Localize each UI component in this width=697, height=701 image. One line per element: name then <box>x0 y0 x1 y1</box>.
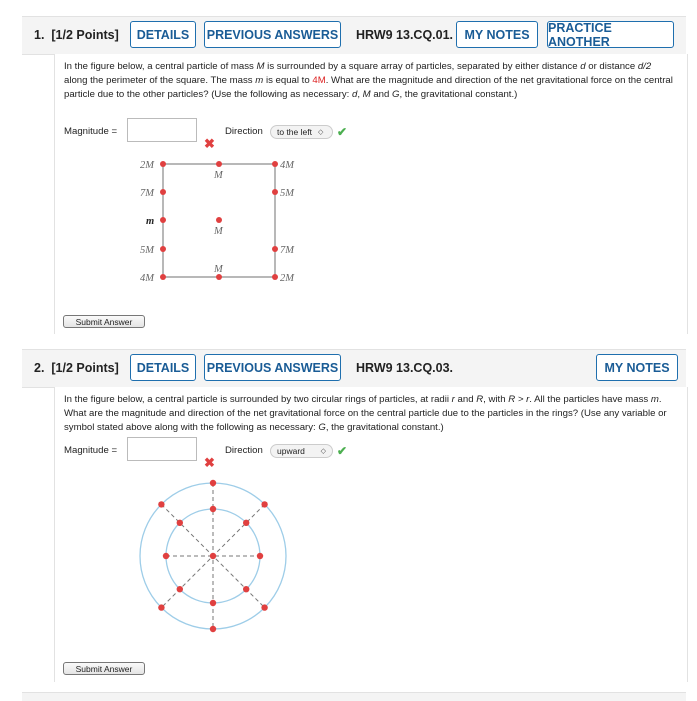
label-l3: 5M <box>140 245 154 256</box>
particle-l1 <box>160 189 166 195</box>
q1-previous-answers-button[interactable]: PREVIOUS ANSWERS <box>204 21 341 48</box>
particle-inner-left <box>163 553 169 559</box>
chevron-updown-icon: ◇ <box>320 448 326 455</box>
q1-direction-select[interactable]: to the left ◇ <box>270 125 333 139</box>
label-br: 2M <box>280 273 294 284</box>
particle-inner-bl <box>177 586 183 592</box>
particle-inner-bottom <box>210 600 216 606</box>
q2-details-button[interactable]: DETAILS <box>130 354 196 381</box>
label-tm: M <box>214 170 223 181</box>
q1-reference: HRW9 13.CQ.01. <box>356 28 454 42</box>
label-center: M <box>214 226 223 237</box>
incorrect-x-icon: ✖ <box>204 455 215 470</box>
q1-magnitude-input[interactable] <box>127 118 197 142</box>
q2-rings-figure <box>135 475 295 635</box>
q2-direction-select[interactable]: upward ◇ <box>270 444 333 458</box>
q2-magnitude-input[interactable] <box>127 437 197 461</box>
q1-header <box>22 16 686 55</box>
q1-details-button[interactable]: DETAILS <box>130 21 196 48</box>
q2-question-text: In the figure below, a central particle is surrounded by two circular rings of particles, at radii r and R, with R > r. All the particles have mass m. What are the magnitude and direction of the net gravitational force on the central particle due to the particles in the rings? (Use any variable or symbol stated above along with the following as necessary: G, the gravitational constant.) <box>64 394 667 433</box>
label-lm: m <box>146 216 155 227</box>
correct-check-icon: ✔ <box>337 125 348 139</box>
particle-r3 <box>272 246 278 252</box>
label-tl: 2M <box>140 160 154 171</box>
particle-r1 <box>272 189 278 195</box>
particle-tr <box>272 161 278 167</box>
particle-outer-tr <box>261 501 267 507</box>
particle-center <box>216 217 222 223</box>
correct-check-icon: ✔ <box>337 444 348 458</box>
q1-my-notes-button[interactable]: MY NOTES <box>456 21 538 48</box>
q2-direction-label: Direction <box>225 445 263 456</box>
label-l1: 7M <box>140 188 154 199</box>
chevron-updown-icon: ◇ <box>317 129 324 136</box>
particle-lm <box>160 217 166 223</box>
particle-outer-bottom <box>210 626 216 632</box>
particle-inner-br <box>243 586 249 592</box>
particle-tm <box>216 161 222 167</box>
particle-outer-br <box>261 604 267 610</box>
particle-inner-right <box>257 553 263 559</box>
label-r3: 7M <box>280 245 294 256</box>
particle-l3 <box>160 246 166 252</box>
particle-outer-bl <box>158 604 164 610</box>
q2-my-notes-button[interactable]: MY NOTES <box>596 354 678 381</box>
particle-br <box>272 274 278 280</box>
q1-question-text: In the figure below, a central particle of mass M is surrounded by a square array of particles, separated by either distance d or distance d/2 along the perimeter of the square. The mass m is equal to 4M. What are the magnitude and direction of the net gravitational force on the central particle due to the other particles? (Use the following as necessary: d, M and G, the gravitational constant.) <box>64 61 673 100</box>
q2-title: 2. [1/2 Points] <box>34 361 119 375</box>
particle-inner-tr <box>243 520 249 526</box>
label-r1: 5M <box>280 188 294 199</box>
particle-inner-tl <box>177 520 183 526</box>
q1-practice-another-button[interactable]: PRACTICE ANOTHER <box>547 21 674 48</box>
label-bl: 4M <box>140 273 154 284</box>
particle-outer-tl <box>158 501 164 507</box>
particle-tl <box>160 161 166 167</box>
particle-center <box>210 553 216 559</box>
q1-magnitude-label: Magnitude = <box>64 126 118 137</box>
q1-direction-label: Direction <box>225 126 263 137</box>
particle-inner-top <box>210 506 216 512</box>
label-tr: 4M <box>280 160 294 171</box>
q1-square-figure <box>130 150 320 290</box>
q1-submit-button[interactable]: Submit Answer <box>63 315 145 328</box>
q2-magnitude-label: Magnitude = <box>64 445 118 456</box>
incorrect-x-icon: ✖ <box>204 136 215 151</box>
q2-reference: HRW9 13.CQ.03. <box>356 361 454 375</box>
q2-submit-button[interactable]: Submit Answer <box>63 662 145 675</box>
particle-outer-top <box>210 480 216 486</box>
particle-bl <box>160 274 166 280</box>
q2-previous-answers-button[interactable]: PREVIOUS ANSWERS <box>204 354 341 381</box>
q2-header <box>22 349 686 388</box>
label-bm: M <box>214 264 223 275</box>
q1-title: 1. [1/2 Points] <box>34 28 119 42</box>
